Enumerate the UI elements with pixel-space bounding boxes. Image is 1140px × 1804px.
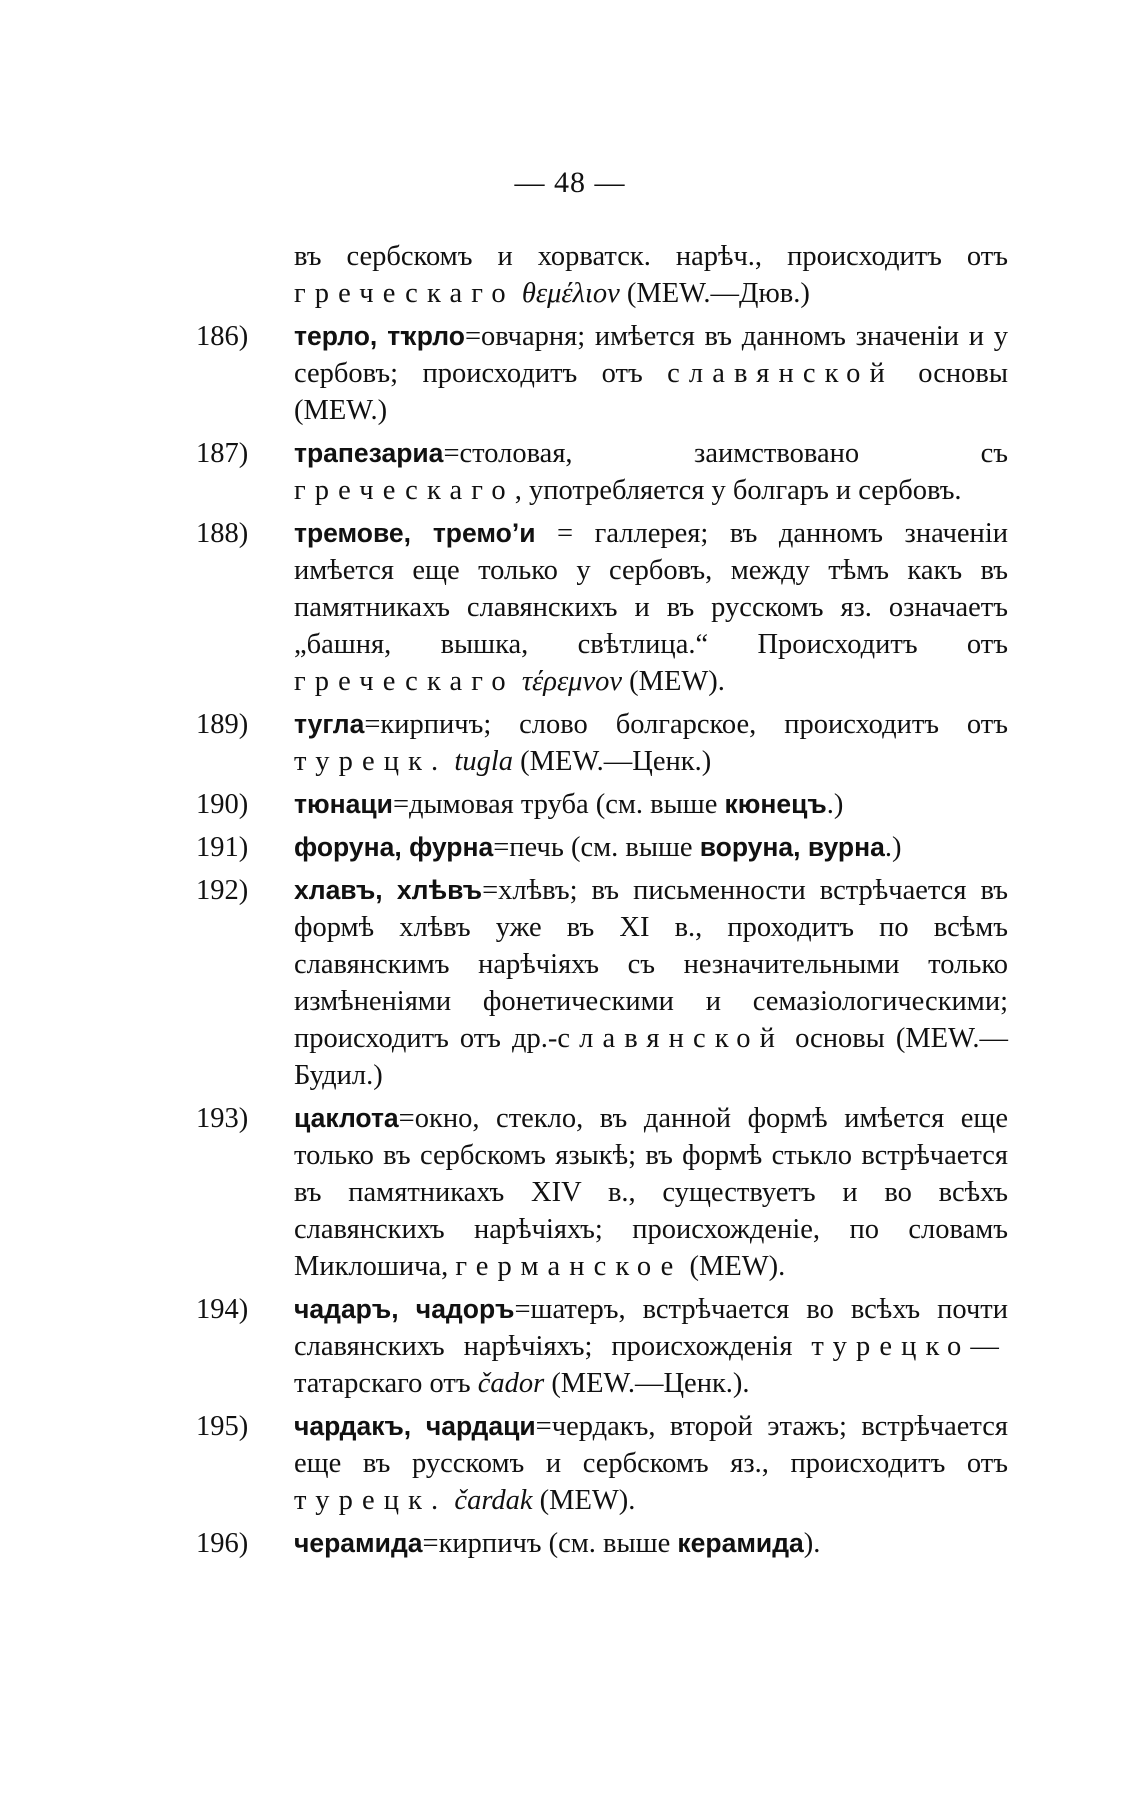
entry-number: 194) xyxy=(196,1294,249,1325)
dictionary-entry xyxy=(196,872,1008,1094)
dictionary-entry xyxy=(196,829,1008,866)
entry-text: (MEW). xyxy=(682,1251,786,1282)
entry-text: =чердакъ, второй этажъ; встрѣчается еще въ русскомъ и сербскомъ яз., происходитъ отъ xyxy=(294,1411,1008,1479)
headword: чадаръ, чадоръ xyxy=(294,1294,515,1324)
dictionary-entry xyxy=(196,1525,1008,1562)
headword: чардакъ, чардаци xyxy=(294,1411,536,1441)
entry-text: =хлѣвъ; въ письменности встрѣчается въ формѣ хлѣвъ уже въ XI в., проходитъ по всѣмъ славянскимъ нарѣчіяхъ съ незначительными только измѣненіями фонетическими и семазіологическими; происходитъ отъ др.- xyxy=(294,875,1008,1054)
spaced-word: германское xyxy=(455,1251,683,1282)
entry-text: ). xyxy=(803,1528,821,1559)
dictionary-entry xyxy=(196,435,1008,509)
entry-text: (MEW). xyxy=(532,1485,636,1516)
headword: тремове, тремо’и xyxy=(294,518,536,548)
headword: трапезариа xyxy=(294,438,444,468)
entry-text xyxy=(515,666,522,697)
entry-number: 196) xyxy=(196,1528,249,1559)
entry-text: (MEW.—Ценк.). xyxy=(544,1368,750,1399)
headword: керамида xyxy=(677,1528,804,1558)
italic-word: tugla xyxy=(454,746,514,777)
dictionary-entry xyxy=(196,786,1008,823)
spaced-word: турецко— xyxy=(811,1331,1008,1362)
entries-container xyxy=(196,318,1008,1562)
entry-text: татарскаго отъ xyxy=(294,1368,478,1399)
entry-text: =печь (см. выше xyxy=(493,832,700,863)
spaced-word: греческаго xyxy=(294,666,515,697)
headword: форуна, фурна xyxy=(294,832,494,862)
entry-text: основы (MEW.) xyxy=(294,358,1008,426)
entry-text: =овчарня; имѣется въ данномъ значеніи и у сербовъ; происходитъ отъ xyxy=(294,321,1008,389)
entry-number: 187) xyxy=(196,438,249,469)
headword: воруна, вурна xyxy=(699,832,885,862)
italic-word: čador xyxy=(477,1368,545,1399)
entry-text: , употребляется у болгаръ и сербовъ. xyxy=(514,475,962,506)
entry-number: 190) xyxy=(196,789,249,820)
entry-number: 186) xyxy=(196,321,249,352)
spaced-word: греческаго xyxy=(294,278,515,309)
dictionary-entry xyxy=(196,706,1008,780)
entry-text: =дымовая труба (см. выше xyxy=(392,789,725,820)
headword: терло, тҡрло xyxy=(294,321,465,351)
continuation-paragraph xyxy=(196,238,1008,312)
entry-text: =шатеръ, встрѣчается во всѣхъ почти славянскихъ нарѣчіяхъ; происхожденія xyxy=(294,1294,1008,1362)
entry-text: основы (MEW.—Будил.) xyxy=(294,1023,1008,1091)
entry-text: =столовая, заимствовано съ xyxy=(443,438,1008,469)
entry-text: (MEW.—Ценк.) xyxy=(513,746,712,777)
headword: кюнецъ xyxy=(724,789,827,819)
spaced-word: турецк. xyxy=(294,746,448,777)
dictionary-entry xyxy=(196,1291,1008,1402)
dictionary-entry xyxy=(196,515,1008,700)
headword: черамида xyxy=(294,1528,423,1558)
dictionary-entry xyxy=(196,1100,1008,1285)
entry-number: 188) xyxy=(196,518,249,549)
greek-word: τέρεμνον xyxy=(521,666,623,697)
entry-text: =окно, стекло, въ данной формѣ имѣется еще только въ сербскомъ языкѣ; въ формѣ стькло встрѣчается въ памятникахъ XIV в., существуетъ и во всѣхъ славянскихъ нарѣчіяхъ; происхожденіе, по словамъ Миклошича, xyxy=(294,1103,1008,1282)
headword: тугла xyxy=(294,709,365,739)
entry-text: .) xyxy=(826,789,844,820)
headword: хлавъ, хлѣвъ xyxy=(294,875,483,905)
dictionary-entry xyxy=(196,1408,1008,1519)
entry-text: =кирпичъ; слово болгарское, происходитъ отъ xyxy=(364,709,1008,740)
entry-number: 191) xyxy=(196,832,249,863)
entry-text: .) xyxy=(884,832,902,863)
italic-word: čardak xyxy=(454,1485,533,1516)
entry-text: = галлерея; въ данномъ значеніи имѣется еще только у сербовъ, между тѣмъ какъ въ памятникахъ славянскихъ и въ русскомъ яз. означаетъ „башня, вышка, свѣтлица.“ Происходитъ отъ xyxy=(294,518,1008,660)
headword: цаклота xyxy=(294,1103,399,1133)
greek-word: θεμέλιον xyxy=(521,278,620,309)
page-number: — 48 — xyxy=(514,166,626,199)
headword: тюнаци xyxy=(294,789,393,819)
spaced-word: турецк. xyxy=(294,1485,448,1516)
spaced-word: греческаго xyxy=(294,475,515,506)
source-citation: (MEW.—Дюв.) xyxy=(626,278,810,309)
spaced-word: славянской xyxy=(667,358,894,389)
entry-text: =кирпичъ (см. выше xyxy=(422,1528,678,1559)
continuation-text: въ сербскомъ и хорватск. нарѣч., происходитъ отъ xyxy=(294,241,1008,272)
spaced-word: славянской xyxy=(557,1023,785,1054)
entry-number: 192) xyxy=(196,875,249,906)
entry-number: 189) xyxy=(196,709,249,740)
entry-number: 195) xyxy=(196,1411,249,1442)
entry-number: 193) xyxy=(196,1103,249,1134)
entry-list xyxy=(196,238,1008,1568)
dictionary-entry xyxy=(196,318,1008,429)
entry-text: (MEW). xyxy=(622,666,725,697)
